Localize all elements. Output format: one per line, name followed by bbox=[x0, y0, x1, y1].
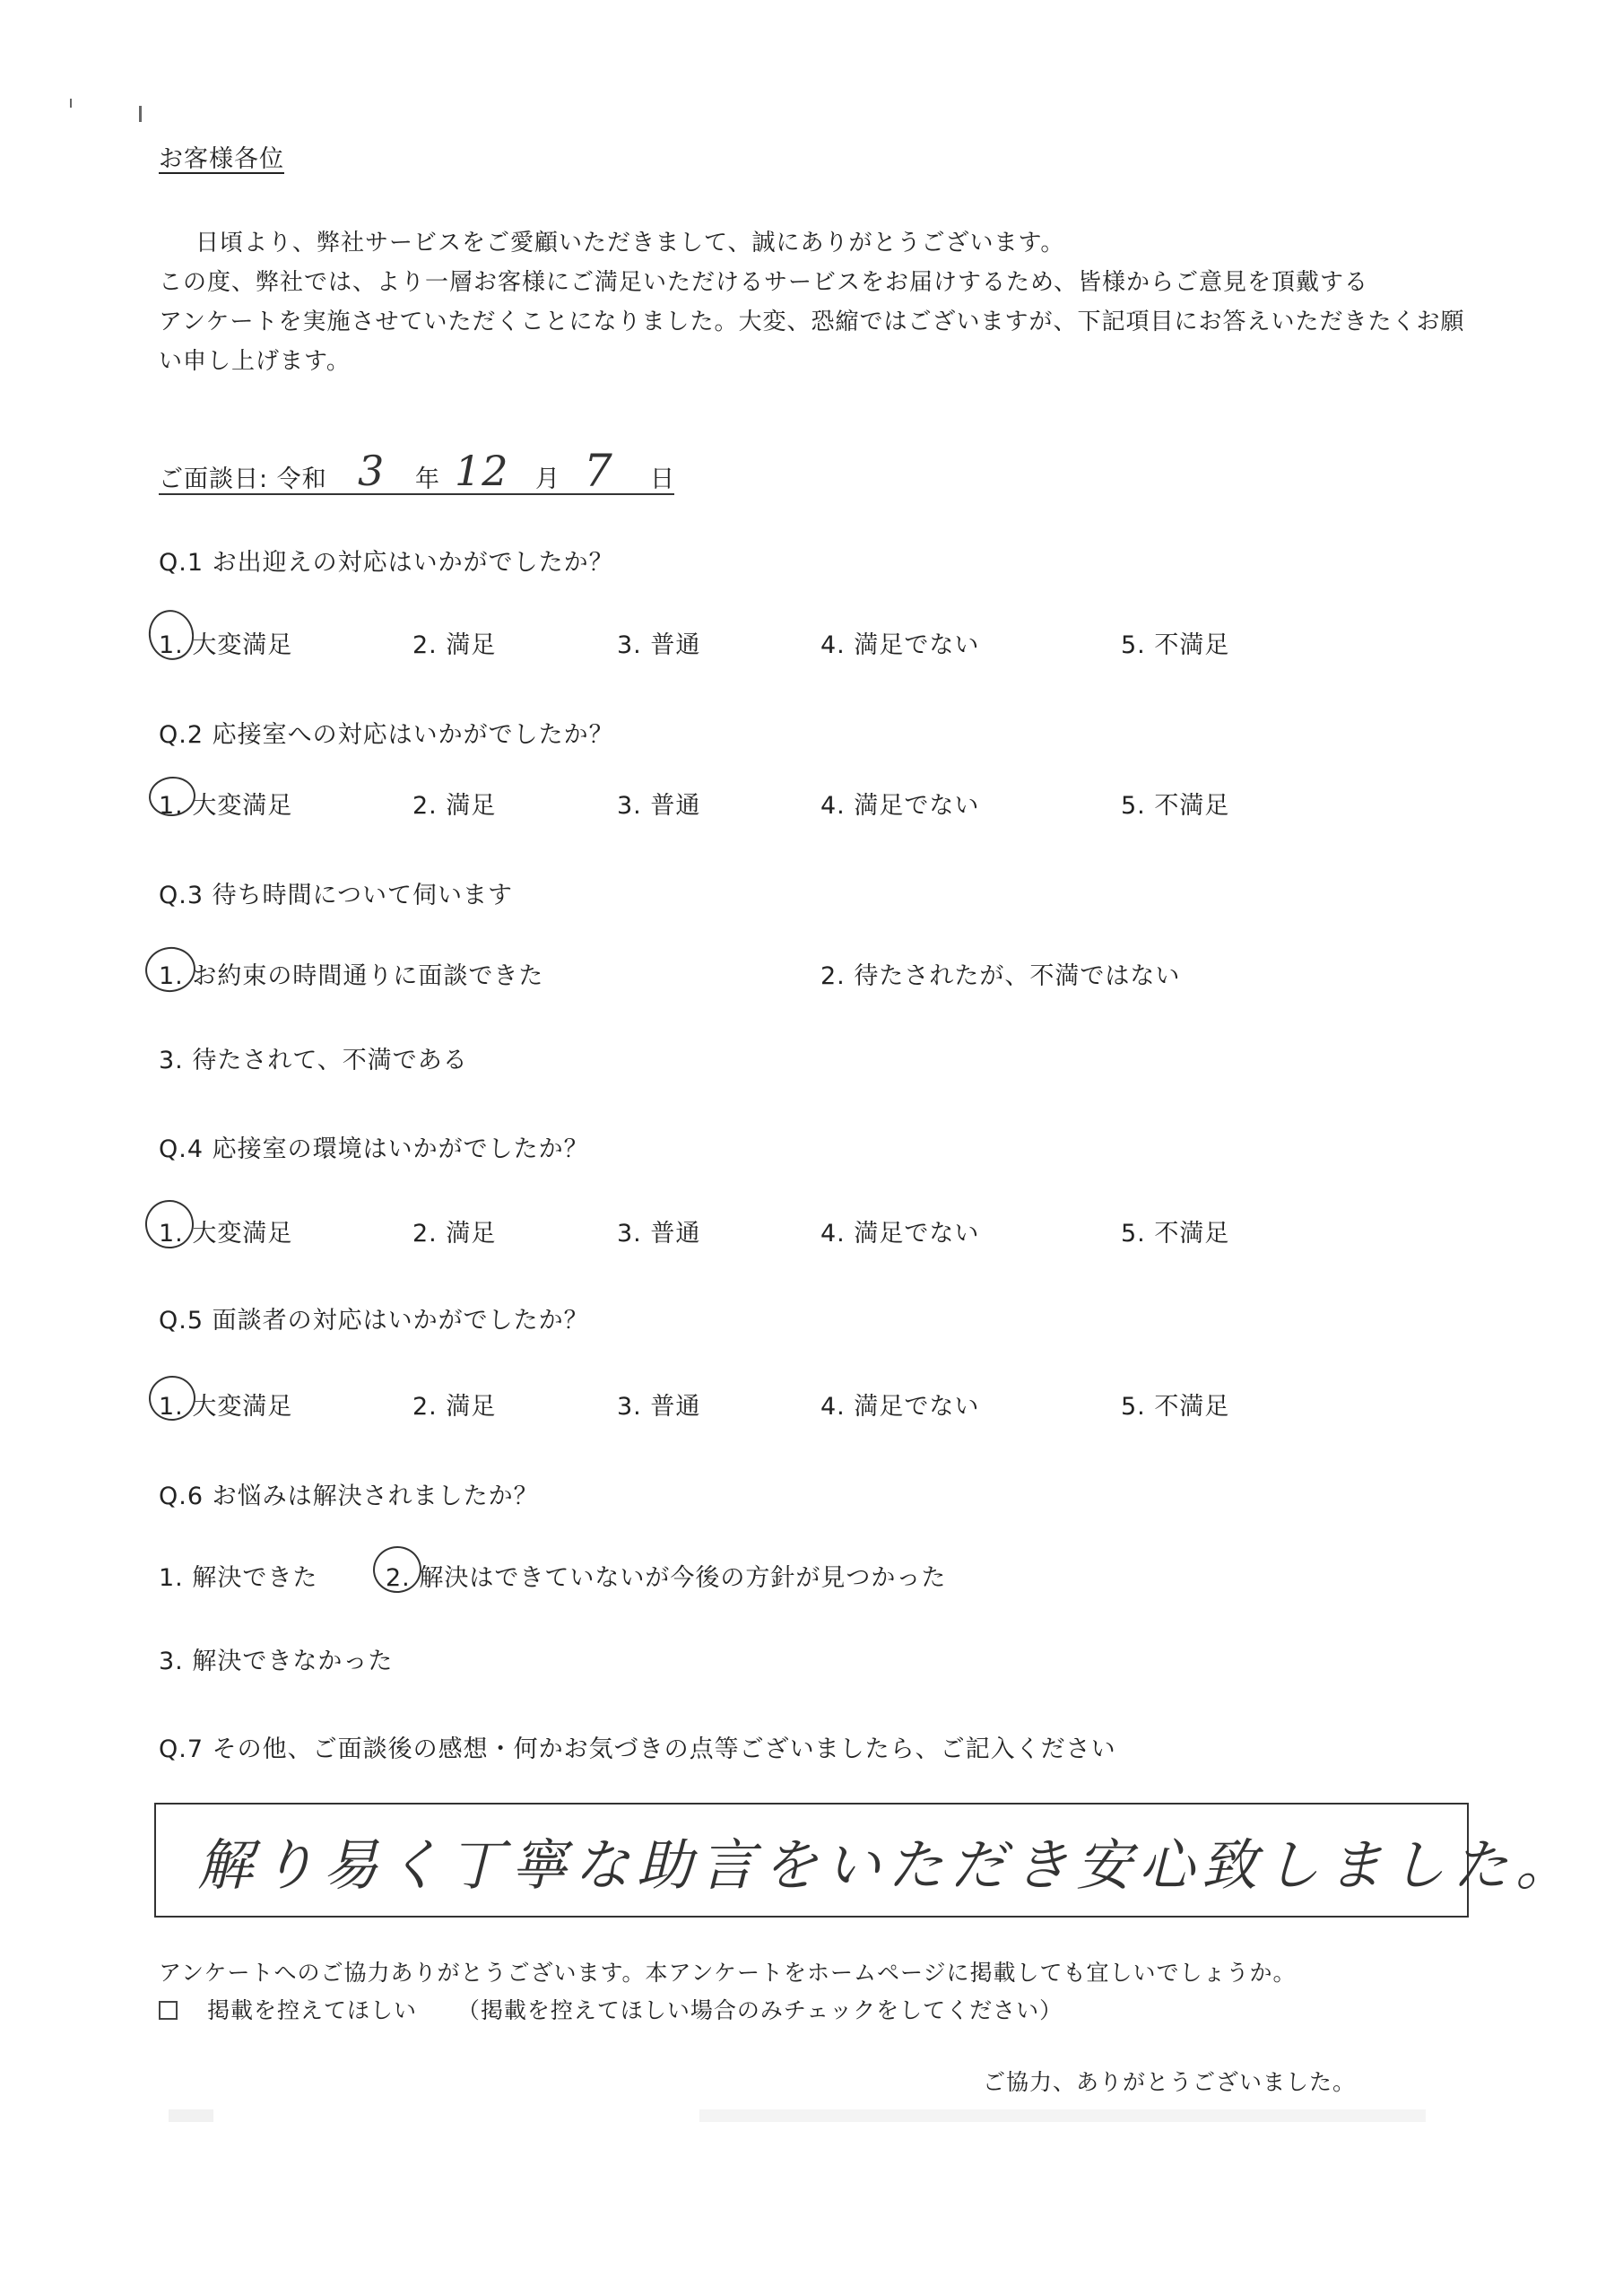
date-month: 12 bbox=[455, 447, 509, 495]
checkbox-note: （掲載を控えてほしい場合のみチェックをしてください） bbox=[456, 1997, 1063, 2023]
closing-thanks: ご協力、ありがとうございました。 bbox=[983, 2069, 1357, 2095]
option: 1. 大変満足 bbox=[159, 1393, 293, 1421]
intro-line: この度、弊社では、より一層お客様にご満足いただけるサービスをお届けするため、皆様からご意見を頂戴する bbox=[159, 269, 1368, 296]
date-year-unit: 年 bbox=[415, 465, 440, 493]
faint-scan-artifact bbox=[699, 2109, 1426, 2122]
question-label: Q.7 その他、ご面談後の感想・何かお気づきの点等ございましたら、ご記入ください bbox=[159, 1735, 1116, 1763]
option: 4. 満足でない bbox=[820, 631, 980, 659]
option: 1. 解決できた bbox=[159, 1564, 318, 1592]
option: 3. 普通 bbox=[617, 631, 701, 659]
meeting-date bbox=[159, 445, 675, 497]
intro-line: アンケートを実施させていただくことになりました。大変、恐縮ではございますが、下記項目にお答えいただきたくお願 bbox=[159, 309, 1465, 335]
option: 2. 満足 bbox=[412, 631, 497, 659]
date-day: 7 bbox=[584, 445, 613, 497]
option: 5. 不満足 bbox=[1121, 1220, 1230, 1248]
question-label: Q.4 応接室の環境はいかがでしたか？ bbox=[159, 1135, 589, 1163]
salutation: お客様各位 bbox=[159, 145, 284, 173]
option: 5. 不満足 bbox=[1121, 1393, 1230, 1421]
option: 3. 普通 bbox=[617, 1220, 701, 1248]
scan-mark bbox=[70, 99, 72, 108]
option: 1. 大変満足 bbox=[159, 792, 293, 820]
scan-mark bbox=[139, 106, 142, 122]
option: 2. 満足 bbox=[412, 792, 497, 820]
no-publish-checkbox[interactable] bbox=[159, 2001, 178, 2020]
consent-option bbox=[159, 1993, 1063, 2025]
date-day-unit: 日 bbox=[650, 465, 675, 493]
intro-line: 日頃より、弊社サービスをご愛顧いただきまして、誠にありがとうございます。 bbox=[195, 230, 1065, 257]
question-label: Q.5 面談者の対応はいかがでしたか？ bbox=[159, 1307, 589, 1335]
comment-handwriting: 解り易く丁寧な助言をいただき安心致しました。 bbox=[197, 1832, 1579, 1898]
option: 3. 普通 bbox=[617, 792, 701, 820]
intro-line: い申し上げます。 bbox=[159, 348, 351, 375]
date-label: ご面談日: 令和 bbox=[159, 465, 327, 493]
option: 1. お約束の時間通りに面談できた bbox=[159, 962, 544, 990]
option: 1. 大変満足 bbox=[159, 631, 293, 659]
checkbox-label: 掲載を控えてほしい bbox=[206, 1997, 417, 2023]
option: 5. 不満足 bbox=[1121, 792, 1230, 820]
comment-box bbox=[154, 1803, 1579, 1918]
date-year: 3 bbox=[358, 447, 386, 495]
option: 2. 満足 bbox=[412, 1393, 497, 1421]
option: 4. 満足でない bbox=[820, 1393, 980, 1421]
option: 4. 満足でない bbox=[820, 1220, 980, 1248]
option: 3. 解決できなかった bbox=[159, 1648, 394, 1675]
option: 2. 満足 bbox=[412, 1220, 497, 1248]
question-label: Q.2 応接室への対応はいかがでしたか？ bbox=[159, 721, 614, 749]
question-label: Q.3 待ち時間について伺います bbox=[159, 882, 514, 909]
option: 3. 待たされて、不満である bbox=[159, 1047, 468, 1074]
consent-question: アンケートへのご協力ありがとうございます。本アンケートをホームページに掲載しても宜しいでしょうか。 bbox=[159, 1960, 1297, 1986]
option: 2. 待たされたが、不満ではない bbox=[820, 962, 1181, 990]
date-month-unit: 月 bbox=[535, 465, 560, 493]
option: 4. 満足でない bbox=[820, 792, 980, 820]
option: 1. 大変満足 bbox=[159, 1220, 293, 1248]
option: 5. 不満足 bbox=[1121, 631, 1230, 659]
question-label: Q.6 お悩みは解決されましたか？ bbox=[159, 1483, 539, 1510]
question-label: Q.1 お出迎えの対応はいかがでしたか？ bbox=[159, 549, 614, 577]
option: 2. 解決はできていないが今後の方針が見つかった bbox=[386, 1564, 947, 1592]
faint-scan-artifact bbox=[169, 2109, 213, 2122]
option: 3. 普通 bbox=[617, 1393, 701, 1421]
